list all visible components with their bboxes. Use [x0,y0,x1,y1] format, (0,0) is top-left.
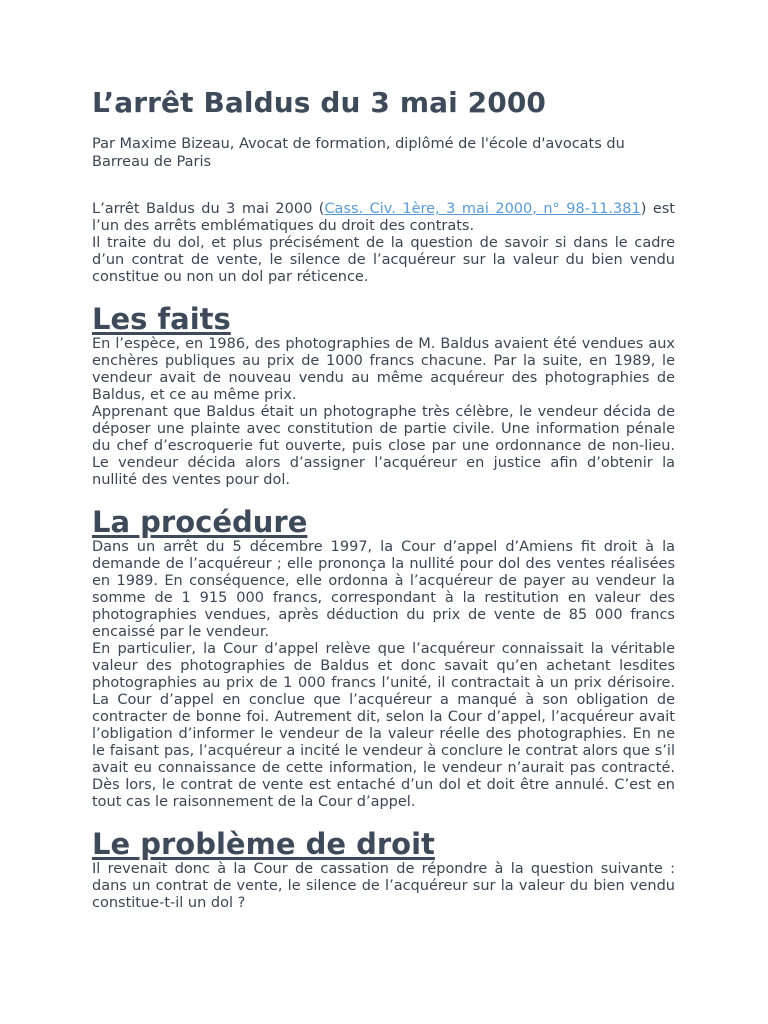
section-heading-procedure: La procédure [92,505,308,539]
article [92,86,675,912]
intro-block [92,201,675,286]
section-heading-probleme-de-droit: Le problème de droit [92,827,435,861]
author-byline: Par Maxime Bizeau, Avocat de formation, diplômé de l'école d'avocats du Barreau de Paris [92,136,625,170]
section-heading-faits: Les faits [92,302,231,336]
intro-paragraph-2: Il traite du dol, et plus précisément de la question de savoir si dans le cadre d’un contrat de vente, le silence de l’acquéreur sur la valeur du bien vendu constitue ou non un dol par réticence. [92,235,675,285]
faits-paragraph-2: Apprenant que Baldus était un photographe très célèbre, le vendeur décida de déposer une plainte avec constitution de partie civile. Une information pénale du chef d’escroquerie fut ouverte, puis close par une ordonnance de non-lieu. Le vendeur décida alors d’assigner l’acquéreur en justice afin d’obtenir la nullité des ventes pour dol. [92,404,675,488]
section-body-procedure [92,539,675,811]
intro-text-after-link: ) est l’un des arrêts emblématiques du droit des contrats. [92,201,675,234]
intro-text-before-link: L’arrêt Baldus du 3 mai 2000 ( [92,201,325,217]
intro-paragraph [92,201,675,235]
section-body-faits [92,336,675,489]
probleme-paragraph-1: Il revenait donc à la Cour de cassation de répondre à la question suivante : dans un contrat de vente, le silence de l’acquéreur sur la valeur du bien vendu constitue-t-il un dol ? [92,861,675,911]
procedure-paragraph-1: Dans un arrêt du 5 décembre 1997, la Cour d’appel d’Amiens fit droit à la demande de l’acquéreur ; elle prononça la nullité pour dol des ventes réalisées en 1989. En conséquence, elle ordonna à l’acquéreur de payer au vendeur la somme de 1 915 000 francs, correspondant à la restitution en valeur des photographies vendues, après déduction du prix de vente de 85 000 francs encaissé par le vendeur. [92,539,675,640]
faits-paragraph-1: En l’espèce, en 1986, des photographies de M. Baldus avaient été vendues aux enchères publiques au prix de 1000 francs chacune. Par la suite, en 1989, le vendeur avait de nouveau vendu au même acquéreur des photographies de Baldus, et ce au même prix. [92,336,675,403]
citation-link[interactable]: Cass. Civ. 1ère, 3 mai 2000, n° 98-11.381 [324,201,641,217]
procedure-paragraph-2: En particulier, la Cour d’appel relève que l’acquéreur connaissait la véritable valeur des photographies de Baldus et donc savait qu’en achetant lesdites photographies au prix de 1 000 francs l’unité, il contractait à un prix dérisoire. La Cour d’appel en conclue que l’acquéreur a manqué à son obligation de contracter de bonne foi. Autrement dit, selon la Cour d’appel, l’acquéreur avait l’obligation d’informer le vendeur de la valeur réelle des photographies. En ne le faisant pas, l’acquéreur a incité le vendeur à conclure le contrat alors que s’il avait eu connaissance de cette information, le vendeur n’aurait pas contracté. Dès lors, le contrat de vente est entaché d’un dol et doit être annulé. C’est en tout cas le raisonnement de la Cour d’appel. [92,641,675,810]
article-title: L’arrêt Baldus du 3 mai 2000 [92,86,546,119]
section-body-probleme-de-droit [92,861,675,912]
